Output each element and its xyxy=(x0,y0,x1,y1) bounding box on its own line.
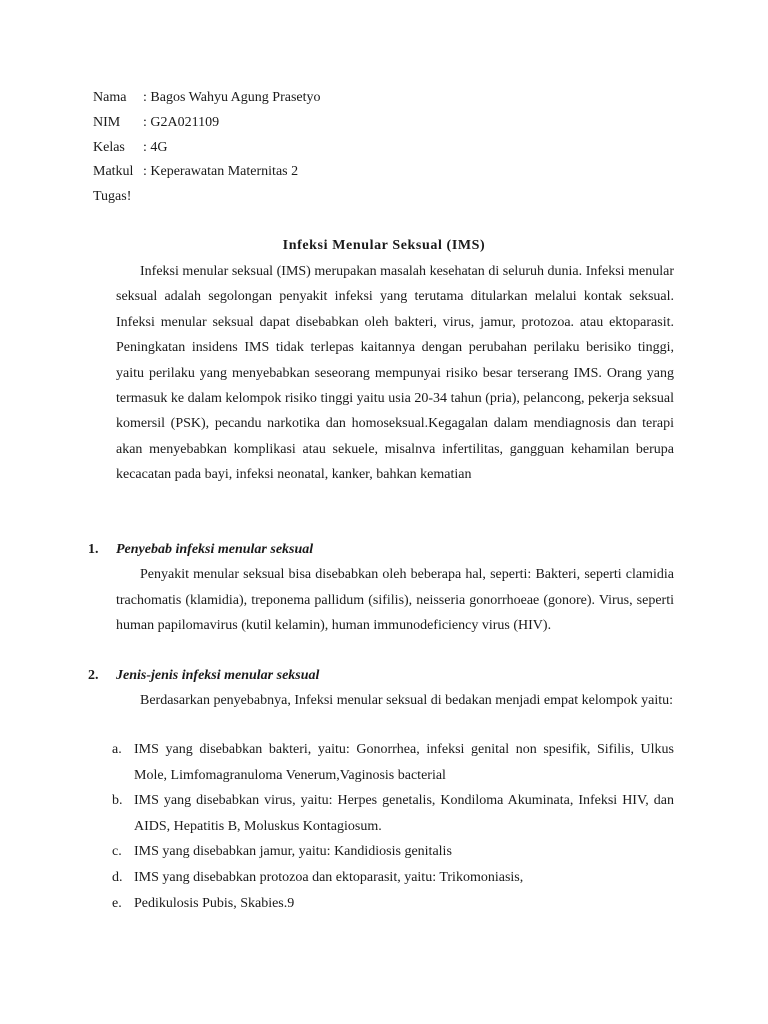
list-marker: c. xyxy=(112,844,122,860)
info-row-matkul xyxy=(93,160,321,185)
info-row-nim xyxy=(93,111,321,136)
list-item-text: IMS yang disebabkan virus, yaitu: Herpes genetalis, Kondiloma Akuminata, Infeksi HIV, dan AIDS, Hepatitis B, Moluskus Kontagiosum. xyxy=(134,793,674,834)
info-value: : G2A021109 xyxy=(143,114,220,130)
list-marker: a. xyxy=(112,742,122,757)
list-item xyxy=(112,891,674,917)
info-value: : 4G xyxy=(143,139,168,155)
list-item-text: IMS yang disebabkan bakteri, yaitu: Gonorrhea, infeksi genital non spesifik, Sifilis, Ulkus Mole, Limfomagranuloma Venerum,Vaginosis bacterial xyxy=(134,742,674,783)
info-label: Kelas xyxy=(93,139,125,155)
info-value: : Keperawatan Maternitas 2 xyxy=(143,164,299,180)
list-item xyxy=(112,865,674,891)
list-marker: d. xyxy=(112,869,123,885)
ims-type-list xyxy=(112,737,674,916)
document-title: Infeksi Menular Seksual (IMS) xyxy=(282,238,486,253)
section-number: 1. xyxy=(88,542,99,557)
list-marker: b. xyxy=(112,793,123,809)
info-row-kelas xyxy=(93,136,321,161)
list-marker: e. xyxy=(112,895,122,911)
list-item-text: IMS yang disebabkan protozoa dan ektoparasit, yaitu: Trikomoniasis, xyxy=(134,869,524,885)
list-item xyxy=(112,737,674,788)
section-heading-2 xyxy=(88,665,319,687)
list-item xyxy=(112,788,674,839)
section-heading-1 xyxy=(88,539,313,561)
section-2-body: Berdasarkan penyebabnya, Infeksi menular seksual di bedakan menjadi empat kelompok yaitu: xyxy=(140,693,673,708)
info-row-nama xyxy=(93,86,321,111)
info-label: Nama xyxy=(93,90,127,105)
intro-paragraph: Infeksi menular seksual (IMS) merupakan masalah kesehatan di seluruh dunia. Infeksi menular seksual adalah segolongan penyakit infeksi yang terutama ditularkan melalui kontak seksual. Infeksi menular seksual dapat disebabkan oleh bakteri, virus, jamur, protozoa. atau ektoparasit. Peningkatan insidens IMS tidak terlepas kaitannya dengan perubahan perilaku berisiko tinggi, yaitu perilaku yang menyebabkan seseorang mempunyai risiko besar terserang IMS. Orang yang termasuk ke dalam kelompok risiko tinggi yaitu usia 20-34 tahun (pria), pelancong, pekerja seksual komersil (PSK), pecandu narkotika dan homoseksual.Kegagalan dalam mendiagnosis dan terapi akan menyebabkan komplikasi atau sekuele, misalnva infertilitas, gangguan kehamilan berupa kecacatan pada bayi, infeksi neonatal, kanker, bahkan kematian xyxy=(116,264,674,483)
section-1-body: Penyakit menular seksual bisa disebabkan oleh beberapa hal, seperti: Bakteri, seperti clamidia trachomatis (klamidia), treponema pallidum (sifilis), neisseria gonorrhoeae (gonore). Virus, seperti human papilomavirus (kutil kelamin), human immunodeficiency virus (HIV). xyxy=(116,567,674,634)
student-info xyxy=(93,86,321,210)
info-label: NIM xyxy=(93,114,121,130)
list-item-text: IMS yang disebabkan jamur, yaitu: Kandidiosis genitalis xyxy=(134,844,452,860)
section-heading-text: Penyebab infeksi menular seksual xyxy=(116,542,314,557)
section-heading-text: Jenis-jenis infeksi menular seksual xyxy=(116,668,320,683)
tugas-label: Tugas! xyxy=(93,189,132,205)
section-number: 2. xyxy=(88,668,99,683)
list-item-text: Pedikulosis Pubis, Skabies.9 xyxy=(134,895,295,911)
info-label: Matkul xyxy=(93,164,134,180)
info-value: : Bagos Wahyu Agung Prasetyo xyxy=(143,90,321,105)
list-item xyxy=(112,839,674,865)
